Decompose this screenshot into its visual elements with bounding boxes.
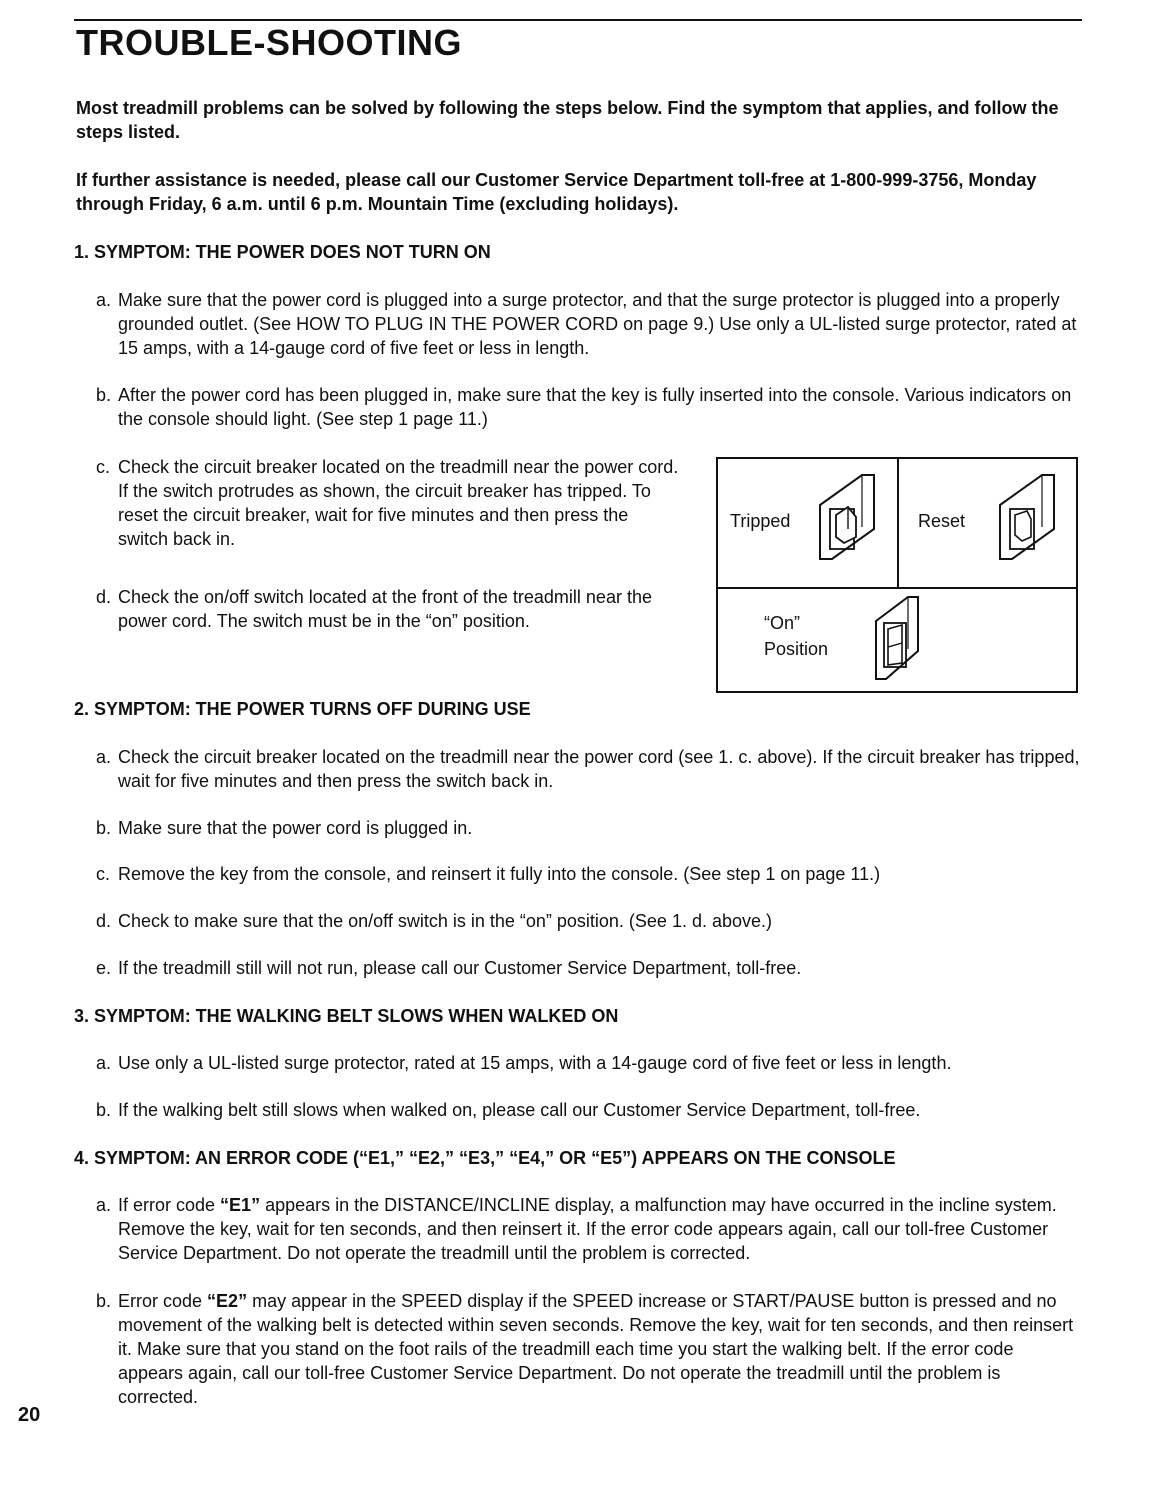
reset-breaker-icon (998, 471, 1058, 563)
symptom-3-step-a: a. Use only a UL-listed surge protector, rated at 15 amps, with a 14-gauge cord of five feet or less in length. (96, 1053, 952, 1073)
tripped-label: Tripped (730, 511, 791, 531)
on-off-switch-icon (874, 593, 930, 685)
symptom-1-heading: 1. SYMPTOM: THE POWER DOES NOT TURN ON (74, 242, 491, 262)
figure-divider-horizontal (718, 587, 1076, 589)
symptom-1-step-c: c. Check the circuit breaker located on the treadmill near the power cord. If the switch protrudes as shown, the circuit breaker has tripped. To reset the circuit breaker, wait for five minutes and then press the switch back in. (96, 457, 679, 549)
symptom-2-step-d: d. Check to make sure that the on/off switch is in the “on” position. (See 1. d. above.) (96, 911, 773, 931)
symptom-4-step-b: b. Error code “E2” may appear in the SPEED display if the SPEED increase or START/PAUSE button is pressed and no movement of the walking belt is detected within seven seconds. Remove the key, wait for ten seconds, and then reinsert it. Make sure that you stand on the foot rails of the treadmill each time you start the walking belt. If the error code appears again, call our toll-free Customer Service Department. Do not operate the treadmill until the problem is corrected. (96, 1291, 1074, 1407)
symptom-2-step-e: e. If the treadmill still will not run, please call our Customer Service Department, toll-free. (96, 958, 802, 978)
page-title: TROUBLE-SHOOTING (76, 22, 462, 63)
position-label: Position (764, 639, 829, 659)
intro-paragraph: Most treadmill problems can be solved by following the steps below. Find the symptom that applies, and follow the steps listed. (76, 98, 1059, 142)
figure-divider-vertical (897, 459, 899, 589)
switch-figure (716, 457, 1078, 693)
symptom-1-step-b: b. After the power cord has been plugged in, make sure that the key is fully inserted into the console. Various indicators on the console should light. (See step 1 page 11.) (96, 385, 1072, 429)
symptom-4-step-a: a. If error code “E1” appears in the DISTANCE/INCLINE display, a malfunction may have occurred in the incline system. Remove the key, wait for ten seconds, and then reinsert it. If the error code appears again, call our toll-free Customer Service Department. Do not operate the treadmill until the problem is corrected. (96, 1195, 1057, 1263)
symptom-2-step-a: a. Check the circuit breaker located on the treadmill near the power cord (see 1. c. above). If the circuit breaker has tripped, wait for five minutes and then press the switch back in. (96, 747, 1080, 791)
top-rule (74, 19, 1082, 21)
symptom-1-step-a: a. Make sure that the power cord is plugged into a surge protector, and that the surge protector is plugged into a properly grounded outlet. (See HOW TO PLUG IN THE POWER CORD on page 9.) Use only a UL-listed surge protector, rated at 15 amps, with a 14-gauge cord of five feet or less in length. (96, 290, 1077, 358)
symptom-4-heading: 4. SYMPTOM: AN ERROR CODE (“E1,” “E2,” “E3,” “E4,” OR “E5”) APPEARS ON THE CONSOLE (74, 1148, 896, 1168)
symptom-1-step-d: d. Check the on/off switch located at the front of the treadmill near the power cord. The switch must be in the “on” position. (96, 587, 652, 631)
symptom-2-step-b: b. Make sure that the power cord is plugged in. (96, 818, 473, 838)
page-number: 20 (18, 1404, 41, 1426)
symptom-2-heading: 2. SYMPTOM: THE POWER TURNS OFF DURING USE (74, 699, 531, 719)
reset-label: Reset (918, 511, 966, 531)
symptom-2-step-c: c. Remove the key from the console, and reinsert it fully into the console. (See step 1 on page 11.) (96, 864, 881, 884)
symptom-3-heading: 3. SYMPTOM: THE WALKING BELT SLOWS WHEN WALKED ON (74, 1006, 619, 1026)
on-label: “On” (764, 613, 800, 633)
contact-paragraph: If further assistance is needed, please call our Customer Service Department toll-free at 1-800-999-3756, Monday through Friday, 6 a.m. until 6 p.m. Mountain Time (excluding holidays). (76, 170, 1037, 214)
symptom-3-step-b: b. If the walking belt still slows when walked on, please call our Customer Service Department, toll-free. (96, 1100, 921, 1120)
tripped-breaker-icon (818, 471, 878, 563)
